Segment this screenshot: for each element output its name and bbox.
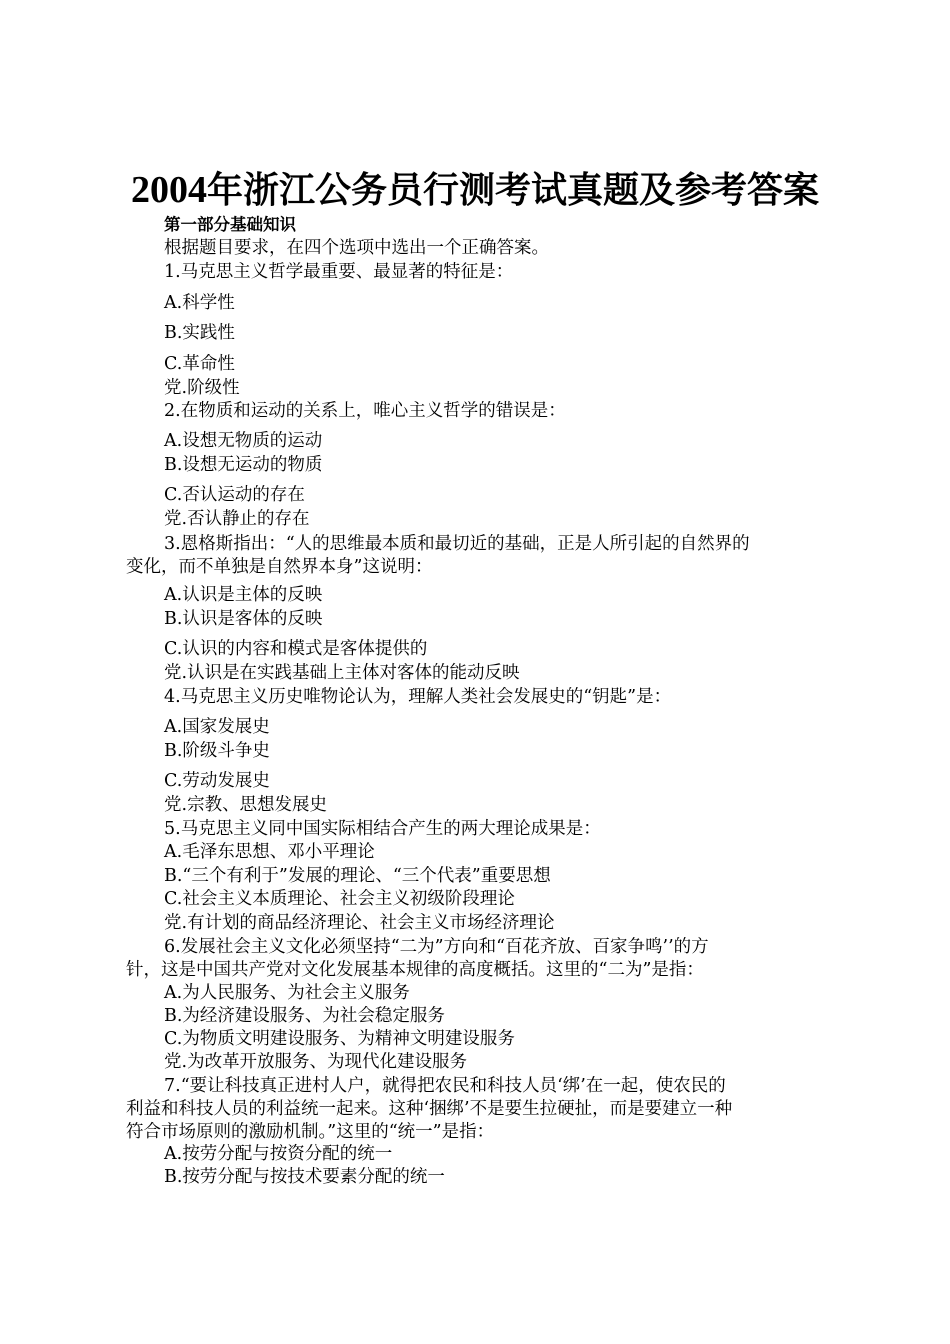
option-text: A.科学性 <box>164 293 235 313</box>
question-7-stem-line2: 利益和科技人员的利益统一起来。这种‘捆绑’不是要生拉硬扯，而是要建立一种 <box>126 1099 733 1119</box>
question-2-stem: 2.在物质和运动的关系上，唯心主义哲学的错误是： <box>164 401 566 421</box>
option-text: 党.有计划的商品经济理论、社会主义市场经济理论 <box>164 913 555 933</box>
option-text: A.认识是主体的反映 <box>164 585 323 605</box>
question-6-stem-line1: 6.发展社会主义文化必须坚持“二为”方向和“百花齐放、百家争鸣’’的方 <box>164 937 709 957</box>
option-text: B.实践性 <box>164 323 235 343</box>
option-text: 党.为改革开放服务、为现代化建设服务 <box>164 1052 468 1072</box>
title-text: 年浙江公务员行测考试真题及参考答案 <box>206 169 819 211</box>
question-7-stem-line3: 符合市场原则的激励机制。”这里的“统一”是指： <box>126 1122 495 1142</box>
option-text: C.认识的内容和模式是客体提供的 <box>164 639 428 659</box>
question-5-stem: 5.马克思主义同中国实际相结合产生的两大理论成果是： <box>164 819 601 839</box>
option-text: B.设想无运动的物质 <box>164 455 323 475</box>
option-text: A.国家发展史 <box>164 717 270 737</box>
question-7-stem-line1: 7.“要让科技真正进村人户，就得把农民和科技人员‘绑’在一起，使农民的 <box>164 1076 726 1096</box>
option-text: A.按劳分配与按资分配的统一 <box>164 1144 393 1164</box>
option-text: B.按劳分配与按技术要素分配的统一 <box>164 1167 445 1187</box>
option-text: 党.宗教、思想发展史 <box>164 795 328 815</box>
option-text: A.毛泽东思想、邓小平理论 <box>164 842 375 862</box>
title-year: 2004 <box>130 169 207 211</box>
option-text: 党.否认静止的存在 <box>164 509 310 529</box>
option-text: A.设想无物质的运动 <box>164 431 323 451</box>
document-title <box>0 168 950 212</box>
option-text: A.为人民服务、为社会主义服务 <box>164 983 410 1003</box>
option-text: 党.阶级性 <box>164 378 240 398</box>
instruction-text: 根据题目要求，在四个选项中选出一个正确答案。 <box>164 238 549 258</box>
option-text: B.“三个有利于”发展的理论、“三个代表”重要思想 <box>164 866 551 886</box>
option-text: 党.认识是在实践基础上主体对客体的能动反映 <box>164 663 520 683</box>
question-4-stem: 4.马克思主义历史唯物论认为，理解人类社会发展史的“钥匙”是： <box>164 687 672 707</box>
question-3-stem-line1: 3.恩格斯指出：“人的思维最本质和最切近的基础，正是人所引起的自然界的 <box>164 534 750 554</box>
option-text: B.阶级斗争史 <box>164 741 270 761</box>
option-text: B.为经济建设服务、为社会稳定服务 <box>164 1006 445 1026</box>
question-6-stem-line2: 针，这是中国共产党对文化发展基本规律的高度概括。这里的“二为”是指： <box>126 960 704 980</box>
option-text: C.社会主义本质理论、社会主义初级阶段理论 <box>164 889 515 909</box>
option-text: C.否认运动的存在 <box>164 485 305 505</box>
option-text: C.革命性 <box>164 354 235 374</box>
question-3-stem-line2: 变化，而不单独是自然界本身”这说明： <box>126 557 433 577</box>
option-text: C.为物质文明建设服务、为精神文明建设服务 <box>164 1029 515 1049</box>
option-text: C.劳动发展史 <box>164 771 270 791</box>
section-heading: 第一部分基础知识 <box>164 215 296 234</box>
option-text: B.认识是客体的反映 <box>164 609 323 629</box>
question-1-stem: 1.马克思主义哲学最重要、最显著的特征是： <box>164 262 514 282</box>
